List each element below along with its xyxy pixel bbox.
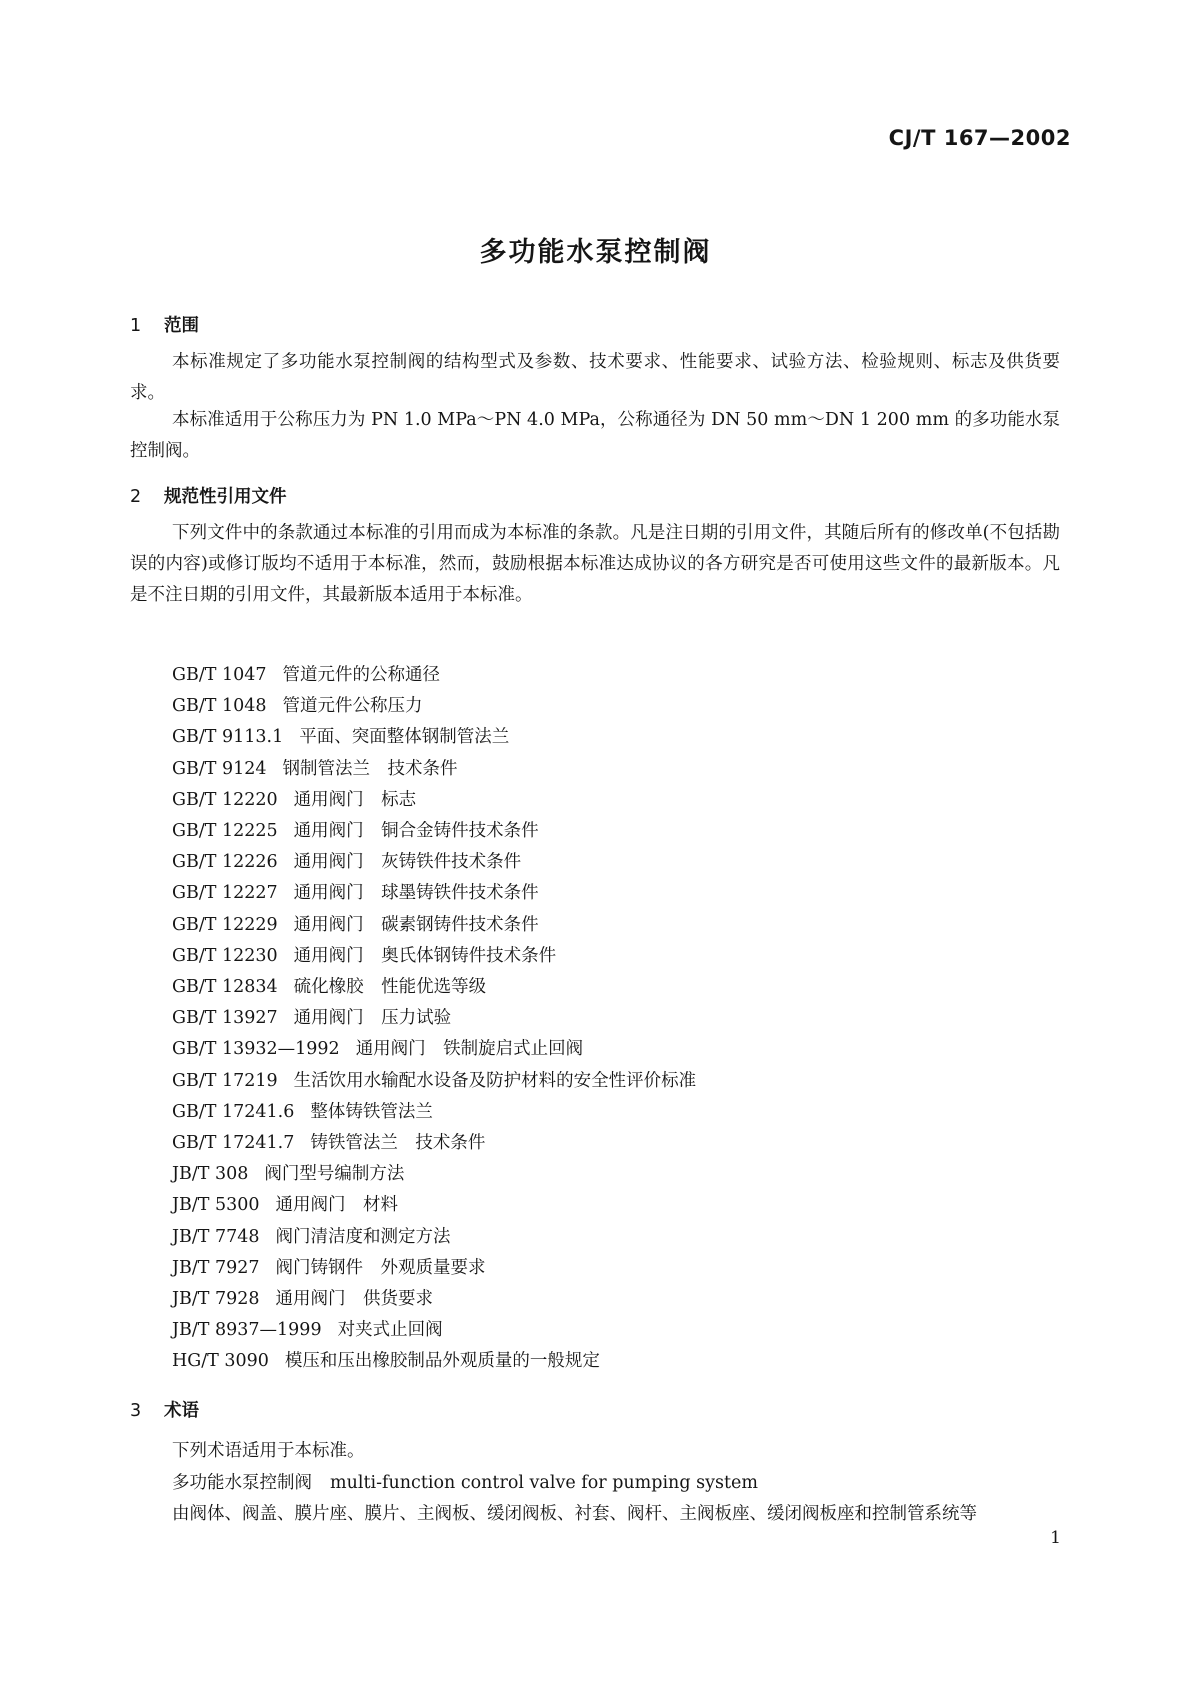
- list-item: [172, 816, 696, 847]
- list-item: [172, 1284, 696, 1315]
- ref-title: 硫化橡胶 性能优选等级: [293, 977, 487, 998]
- list-item: [172, 910, 696, 941]
- list-item: [172, 1315, 696, 1346]
- ref-code: GB/T 1047: [172, 665, 267, 685]
- ref-title: 生活饮用水输配水设备及防护材料的安全性评价标准: [293, 1070, 697, 1091]
- ref-code: JB/T 7748: [172, 1226, 260, 1247]
- ref-code: GB/T 1048: [172, 696, 267, 717]
- section-title: 规范性引用文件: [164, 487, 287, 507]
- list-item: [172, 691, 696, 722]
- ref-title: 通用阀门 材料: [275, 1195, 399, 1216]
- list-item: [172, 754, 696, 785]
- ref-title: 管道元件公称压力: [282, 696, 423, 717]
- list-item: [172, 941, 696, 972]
- section-2-intro: 下列文件中的条款通过本标准的引用而成为本标准的条款。凡是注日期的引用文件，其随后所有的修改单(不包括勘误的内容)或修订版均不适用于本标准，然而，鼓励根据本标准达成协议的各方研究是否可使用这些文件的最新版本。凡是不注日期的引用文件，其最新版本适用于本标准。: [130, 523, 1060, 605]
- ref-code: GB/T 12229: [172, 914, 278, 935]
- page-number: 1: [1050, 1528, 1061, 1548]
- ref-code: GB/T 9124: [172, 758, 267, 779]
- list-item: [172, 1003, 696, 1034]
- ref-code: JB/T 5300: [172, 1195, 260, 1216]
- ref-code: GB/T 9113.1: [172, 727, 284, 748]
- ref-title: 模压和压出橡胶制品外观质量的一般规定: [284, 1351, 600, 1372]
- normative-reference-list: [172, 660, 696, 1378]
- ref-code: GB/T 12225: [172, 821, 278, 842]
- term-english: multi-function control valve for pumping system: [330, 1473, 758, 1493]
- list-item: [172, 722, 696, 753]
- ref-code: GB/T 13927: [172, 1008, 278, 1029]
- list-item: [172, 878, 696, 909]
- section-number: 2: [130, 487, 142, 507]
- ref-title: 对夹式止回阀: [337, 1320, 443, 1341]
- term-entry: [172, 1469, 758, 1494]
- list-item: [172, 1066, 696, 1097]
- term-definition: 由阀体、阀盖、膜片座、膜片、主阀板、缓闭阀板、衬套、阀杆、主阀板座、缓闭阀板座和控制管系统等: [172, 1504, 977, 1524]
- list-item: [172, 1159, 696, 1190]
- ref-title: 通用阀门 标志: [293, 789, 417, 810]
- ref-code: GB/T 12230: [172, 945, 278, 966]
- list-item: [172, 1097, 696, 1128]
- ref-title: 阀门型号编制方法: [264, 1164, 405, 1185]
- ref-code: GB/T 12226: [172, 852, 278, 873]
- ref-code: HG/T 3090: [172, 1351, 269, 1372]
- section-3-heading: [130, 1397, 199, 1422]
- ref-title: 铸铁管法兰 技术条件: [310, 1133, 486, 1154]
- ref-title: 通用阀门 铁制旋启式止回阀: [355, 1039, 584, 1060]
- section-3-intro: 下列术语适用于本标准。: [172, 1441, 365, 1461]
- ref-code: GB/T 12220: [172, 789, 278, 810]
- ref-title: 通用阀门 供货要求: [275, 1289, 434, 1310]
- ref-code: GB/T 17241.6: [172, 1101, 295, 1122]
- section-title: 范围: [164, 316, 199, 336]
- ref-title: 通用阀门 碳素钢铸件技术条件: [293, 914, 539, 935]
- ref-title: 平面、突面整体钢制管法兰: [299, 727, 510, 748]
- ref-title: 阀门清洁度和测定方法: [275, 1226, 451, 1247]
- section-2-heading: [130, 483, 287, 508]
- ref-code: JB/T 8937—1999: [172, 1320, 322, 1341]
- section-title: 术语: [164, 1401, 199, 1421]
- ref-title: 整体铸铁管法兰: [310, 1101, 433, 1122]
- list-item: [172, 1128, 696, 1159]
- list-item: [172, 660, 696, 691]
- standard-code: CJ/T 167—2002: [888, 126, 1071, 150]
- section-1-paragraph-1: 本标准规定了多功能水泵控制阀的结构型式及参数、技术要求、性能要求、试验方法、检验规则、标志及供货要求。: [130, 352, 1060, 403]
- ref-code: JB/T 308: [172, 1164, 249, 1185]
- ref-title: 通用阀门 铜合金铸件技术条件: [293, 821, 539, 842]
- ref-title: 通用阀门 压力试验: [293, 1008, 452, 1029]
- ref-title: 管道元件的公称通径: [282, 665, 441, 685]
- section-1-paragraph-2: 本标准适用于公称压力为 PN 1.0 MPa～PN 4.0 MPa，公称通径为 DN 50 mm～DN 1 200 mm 的多功能水泵控制阀。: [130, 410, 1060, 461]
- ref-code: GB/T 13932—1992: [172, 1039, 340, 1060]
- ref-title: 阀门铸钢件 外观质量要求: [275, 1257, 486, 1278]
- section-1-heading: [130, 312, 199, 337]
- document-title: 多功能水泵控制阀: [479, 237, 712, 268]
- list-item: [172, 847, 696, 878]
- ref-title: 通用阀门 球墨铸铁件技术条件: [293, 883, 539, 904]
- section-number: 3: [130, 1401, 142, 1421]
- list-item: [172, 1034, 696, 1065]
- ref-code: GB/T 17241.7: [172, 1133, 295, 1154]
- ref-code: JB/T 7927: [172, 1257, 260, 1278]
- list-item: [172, 785, 696, 816]
- list-item: [172, 1190, 696, 1221]
- ref-code: JB/T 7928: [172, 1289, 260, 1310]
- list-item: [172, 972, 696, 1003]
- term-chinese: 多功能水泵控制阀: [172, 1473, 312, 1493]
- list-item: [172, 1222, 696, 1253]
- ref-title: 通用阀门 灰铸铁件技术条件: [293, 852, 522, 873]
- ref-code: GB/T 17219: [172, 1070, 278, 1091]
- ref-title: 钢制管法兰 技术条件: [282, 758, 458, 779]
- ref-code: GB/T 12834: [172, 977, 278, 998]
- list-item: [172, 1346, 696, 1377]
- section-number: 1: [130, 316, 142, 336]
- ref-code: GB/T 12227: [172, 883, 278, 904]
- ref-title: 通用阀门 奥氏体钢铸件技术条件: [293, 945, 557, 966]
- list-item: [172, 1253, 696, 1284]
